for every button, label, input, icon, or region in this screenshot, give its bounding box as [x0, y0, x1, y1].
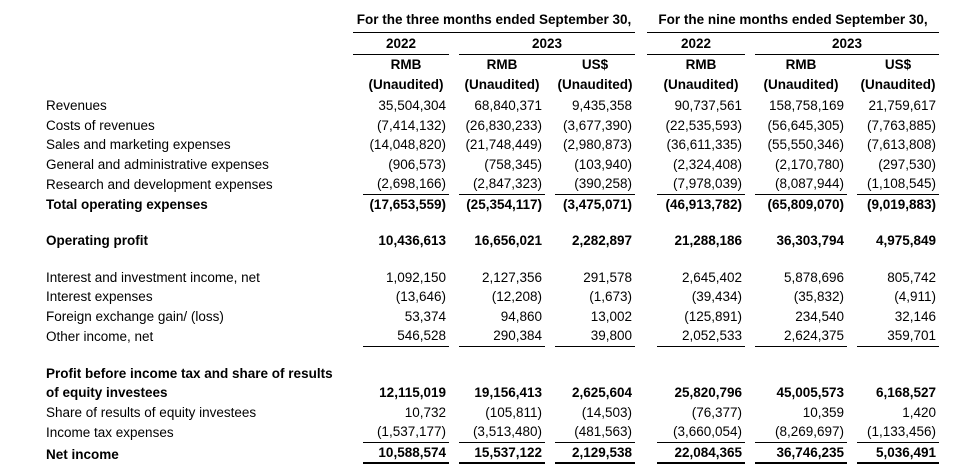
column-gap [635, 135, 647, 155]
cell-value [847, 326, 939, 347]
cell-value [353, 95, 449, 116]
cell-value [449, 95, 545, 116]
cell-value [647, 422, 745, 443]
cell-value [847, 174, 939, 195]
cell-value [449, 364, 545, 403]
cell-number: 36,746,235 [755, 443, 847, 465]
currency-header: US$ [884, 57, 912, 72]
row-label: Interest expenses [46, 289, 153, 304]
table-row [46, 155, 939, 175]
cell-value [847, 155, 939, 175]
row-label: Sales and marketing expenses [46, 137, 231, 152]
unaudited-header-row [46, 75, 939, 96]
cell-value [647, 95, 745, 116]
cell-number: (1,537,177) [363, 422, 449, 443]
cell-value [545, 364, 635, 403]
table-row [46, 95, 939, 116]
cell-number: (2,847,323) [459, 174, 545, 195]
period-header-row [46, 10, 939, 34]
cell-number: 2,127,356 [481, 269, 542, 285]
cell-value [647, 364, 745, 403]
cell-number: (103,940) [574, 156, 633, 172]
cell-number: 291,578 [583, 269, 633, 285]
cell-value [353, 307, 449, 327]
cell-number: (481,563) [555, 422, 635, 443]
table-row [46, 443, 939, 465]
row-label: General and administrative expenses [46, 156, 269, 172]
cell-value [449, 287, 545, 307]
cell-value [449, 155, 545, 175]
column-gap [635, 95, 647, 116]
cell-number: (14,503) [581, 404, 633, 420]
cell-value [353, 135, 449, 155]
cell-number: (8,269,697) [755, 422, 847, 443]
cell-value [353, 326, 449, 347]
cell-value [353, 155, 449, 175]
cell-value [449, 403, 545, 423]
cell-value [449, 443, 545, 465]
unaudited-label: (Unaudited) [557, 76, 633, 92]
cell-value [449, 268, 545, 288]
table-row [46, 326, 939, 347]
currency-header: RMB [785, 57, 817, 72]
cell-value [647, 443, 745, 465]
cell-number: (7,978,039) [657, 174, 745, 195]
table-row [46, 231, 939, 251]
cell-value [353, 287, 449, 307]
cell-value [647, 307, 745, 327]
cell-value [647, 195, 745, 215]
column-gap [635, 422, 647, 443]
cell-number: 4,975,849 [875, 233, 937, 248]
cell-number: (297,530) [878, 156, 937, 172]
cell-number: 94,860 [500, 308, 542, 324]
row-label: Operating profit [46, 233, 148, 248]
cell-number: 12,115,019 [379, 385, 446, 400]
unaudited-label: (Unaudited) [663, 76, 739, 92]
cell-value [353, 195, 449, 215]
cell-value [449, 326, 545, 347]
cell-value [647, 116, 745, 136]
cell-value [353, 116, 449, 136]
cell-value [545, 231, 635, 251]
cell-value [647, 155, 745, 175]
currency-header: RMB [390, 57, 422, 72]
year-header-3m-2023: 2023 [449, 34, 635, 56]
cell-number: 2,645,402 [681, 269, 743, 285]
cell-value [449, 422, 545, 443]
cell-value [745, 287, 847, 307]
period-group-nine-months-title: For the nine months ended September 30, [647, 10, 939, 33]
column-gap [635, 34, 647, 56]
cell-number: (1,108,545) [857, 174, 939, 195]
cell-value [545, 422, 635, 443]
row-label: Net income [46, 446, 119, 462]
cell-value [353, 364, 449, 403]
table-row [46, 364, 939, 403]
cell-value [647, 268, 745, 288]
cell-number: 359,701 [857, 326, 939, 347]
cell-value [353, 403, 449, 423]
table-row [46, 174, 939, 195]
cell-number: (2,324,408) [672, 156, 743, 172]
spacer-row [46, 214, 939, 231]
column-gap [635, 195, 647, 215]
cell-value [545, 268, 635, 288]
cell-value [745, 326, 847, 347]
cell-number: 32,146 [894, 308, 937, 324]
cell-number: 13,002 [590, 308, 633, 324]
cell-number: 36,303,794 [776, 233, 845, 248]
cell-number: (65,809,070) [767, 196, 845, 212]
cell-value [647, 403, 745, 423]
cell-value [847, 231, 939, 251]
cell-value [847, 116, 939, 136]
cell-value [545, 95, 635, 116]
cell-number: (105,811) [485, 404, 542, 420]
cell-value [647, 135, 745, 155]
cell-value [745, 268, 847, 288]
column-gap [635, 116, 647, 136]
row-label: Profit before income tax and share of results of equity investees [46, 365, 333, 400]
column-gap [635, 403, 647, 423]
cell-value [745, 135, 847, 155]
year-header-9m-2023: 2023 [745, 34, 939, 56]
cell-number: (125,891) [684, 308, 743, 324]
table-body [46, 95, 939, 464]
period-group-three-months [353, 10, 635, 34]
cell-number: (12,208) [491, 289, 542, 304]
cell-value [449, 135, 545, 155]
cell-number: 45,005,573 [776, 385, 845, 400]
cell-number: (22,535,593) [665, 117, 743, 133]
income-statement-table [46, 10, 939, 464]
column-gap [635, 307, 647, 327]
cell-number: 2,052,533 [657, 326, 745, 347]
label-column-header [46, 10, 353, 34]
cell-number: 2,624,375 [755, 326, 847, 347]
cell-number: (76,377) [691, 404, 743, 420]
cell-value [545, 287, 635, 307]
row-label: Other income, net [46, 329, 154, 344]
cell-value [545, 116, 635, 136]
cell-value [745, 155, 847, 175]
cell-value [847, 364, 939, 403]
cell-value [545, 403, 635, 423]
cell-value [545, 326, 635, 347]
cell-number: 16,656,021 [474, 233, 542, 248]
cell-number: 10,732 [404, 404, 446, 420]
cell-value [847, 403, 939, 423]
cell-number: (7,414,132) [376, 117, 446, 133]
currency-header-row [46, 55, 939, 75]
cell-number: 10,359 [802, 404, 845, 420]
cell-number: 21,288,186 [674, 233, 743, 248]
cell-number: (4,911) [894, 289, 937, 304]
cell-number: (55,550,346) [767, 137, 845, 152]
cell-value [545, 443, 635, 465]
cell-value [745, 95, 847, 116]
cell-number: 6,168,527 [875, 385, 937, 400]
cell-number: (2,170,780) [774, 156, 845, 172]
column-gap [635, 326, 647, 347]
cell-value [449, 231, 545, 251]
cell-value [545, 135, 635, 155]
cell-number: (56,645,305) [767, 117, 845, 133]
cell-value [745, 422, 847, 443]
cell-number: 1,420 [902, 404, 937, 420]
cell-number: (2,980,873) [562, 137, 633, 152]
cell-value [353, 443, 449, 465]
cell-value [545, 307, 635, 327]
cell-number: 5,878,696 [783, 269, 845, 285]
cell-number: 234,540 [795, 308, 845, 324]
cell-value [847, 307, 939, 327]
row-label: Foreign exchange gain/ (loss) [46, 308, 224, 324]
period-group-three-months-title: For the three months ended September 30, [353, 10, 635, 33]
cell-value [449, 307, 545, 327]
cell-number: (3,677,390) [562, 117, 633, 133]
row-label: Total operating expenses [46, 196, 208, 212]
cell-value [847, 195, 939, 215]
cell-number: (7,613,808) [866, 137, 937, 152]
cell-value [353, 422, 449, 443]
cell-number: (17,653,559) [369, 196, 446, 212]
cell-value [847, 287, 939, 307]
cell-number: 10,588,574 [363, 443, 449, 465]
cell-number: (3,475,071) [562, 196, 633, 212]
cell-value [449, 195, 545, 215]
cell-value [745, 307, 847, 327]
row-label: Costs of revenues [46, 117, 155, 133]
cell-value [353, 174, 449, 195]
cell-number: 15,537,122 [459, 443, 545, 465]
cell-value [647, 326, 745, 347]
cell-number: (46,913,782) [665, 196, 743, 212]
cell-value [745, 443, 847, 465]
cell-number: (3,513,480) [459, 422, 545, 443]
cell-number: 9,435,358 [571, 98, 633, 113]
period-group-nine-months [647, 10, 939, 34]
cell-number: 22,084,365 [657, 443, 745, 465]
cell-number: (2,698,166) [363, 174, 449, 195]
cell-value [745, 174, 847, 195]
cell-value [647, 231, 745, 251]
cell-number: 35,504,304 [378, 98, 446, 113]
cell-number: 53,374 [404, 308, 446, 324]
cell-number: 1,092,150 [385, 269, 446, 285]
column-gap [635, 268, 647, 288]
table-row [46, 135, 939, 155]
row-label: Research and development expenses [46, 177, 273, 192]
spacer-row [46, 251, 939, 268]
cell-number: 2,282,897 [571, 233, 633, 248]
cell-value [745, 231, 847, 251]
unaudited-label: (Unaudited) [763, 76, 839, 92]
cell-number: (1,133,456) [857, 422, 939, 443]
cell-number: (36,611,335) [666, 137, 743, 152]
cell-value [847, 422, 939, 443]
cell-number: 21,759,617 [868, 98, 937, 113]
column-gap [635, 10, 647, 34]
cell-number: 68,840,371 [474, 98, 542, 113]
cell-value [353, 268, 449, 288]
column-gap [635, 287, 647, 307]
row-label: Share of results of equity investees [46, 404, 257, 420]
currency-header: RMB [685, 57, 717, 72]
cell-number: 19,156,413 [474, 385, 542, 400]
cell-number: 2,129,538 [555, 443, 635, 465]
cell-number: 10,436,613 [378, 233, 446, 248]
year-header-row [46, 34, 939, 56]
cell-number: (390,258) [555, 174, 635, 195]
cell-number: (25,354,117) [466, 196, 542, 212]
table-row [46, 195, 939, 215]
cell-number: (906,573) [388, 156, 446, 172]
column-gap [635, 155, 647, 175]
cell-value [449, 116, 545, 136]
cell-number: (39,434) [691, 289, 743, 304]
column-gap [635, 443, 647, 465]
table-row [46, 307, 939, 327]
cell-number: 290,384 [459, 326, 545, 347]
table-row [46, 422, 939, 443]
cell-number: 90,737,561 [674, 98, 743, 113]
cell-number: 25,820,796 [674, 385, 743, 400]
cell-number: (9,019,883) [866, 196, 937, 212]
cell-value [745, 116, 847, 136]
cell-value [545, 155, 635, 175]
cell-number: (26,830,233) [465, 117, 542, 133]
cell-value [449, 174, 545, 195]
currency-header: RMB [486, 57, 518, 72]
cell-number: (758,345) [484, 156, 542, 172]
cell-number: (7,763,885) [866, 117, 937, 133]
column-gap [635, 55, 647, 75]
cell-number: (1,673) [589, 289, 633, 304]
unaudited-label: (Unaudited) [368, 76, 444, 92]
column-gap [635, 231, 647, 251]
cell-value [745, 403, 847, 423]
cell-number: (8,087,944) [755, 174, 847, 195]
cell-value [647, 174, 745, 195]
table-row [46, 287, 939, 307]
cell-number: 805,742 [887, 269, 937, 285]
cell-number: 39,800 [555, 326, 635, 347]
cell-value [847, 135, 939, 155]
column-gap [635, 364, 647, 403]
cell-number: (14,048,820) [369, 137, 446, 152]
table-row [46, 116, 939, 136]
row-label: Interest and investment income, net [46, 269, 260, 285]
row-label: Income tax expenses [46, 425, 174, 440]
cell-value [745, 364, 847, 403]
column-gap [635, 75, 647, 96]
cell-value [545, 174, 635, 195]
table-row [46, 403, 939, 423]
column-gap [635, 174, 647, 195]
cell-value [647, 287, 745, 307]
cell-number: (35,832) [793, 289, 845, 304]
cell-value [545, 195, 635, 215]
cell-number: 2,625,604 [571, 385, 633, 400]
cell-number: (3,660,054) [657, 422, 745, 443]
cell-value [847, 95, 939, 116]
cell-number: 5,036,491 [857, 443, 939, 465]
year-header-9m-2022: 2022 [647, 34, 745, 56]
unaudited-label: (Unaudited) [860, 76, 936, 92]
year-header-3m-2022: 2022 [353, 34, 449, 56]
spacer-row [46, 347, 939, 364]
cell-number: (13,646) [395, 289, 446, 304]
cell-value [745, 195, 847, 215]
table-row [46, 268, 939, 288]
cell-number: 158,758,169 [768, 98, 845, 113]
cell-value [353, 231, 449, 251]
unaudited-label: (Unaudited) [464, 76, 540, 92]
cell-value [847, 443, 939, 465]
cell-number: 546,528 [363, 326, 449, 347]
cell-value [847, 268, 939, 288]
cell-number: (21,748,449) [465, 137, 542, 152]
currency-header: US$ [581, 57, 609, 72]
row-label: Revenues [46, 98, 107, 113]
